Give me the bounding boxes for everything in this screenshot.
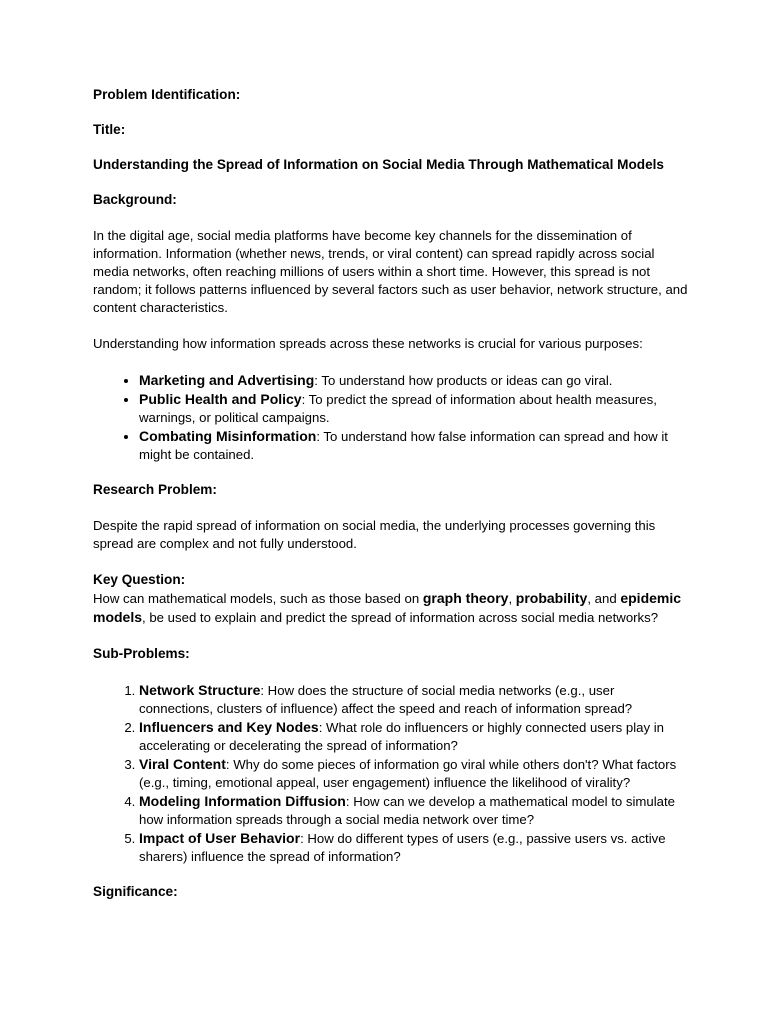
background-heading: Background:	[93, 192, 177, 207]
list-item	[139, 371, 688, 390]
list-item-text: : Why do some pieces of information go viral while others don't? What factors (e.g., timing, emotional appeal, user engagement) influence the likelihood of virality?	[139, 757, 677, 790]
list-item	[139, 755, 688, 792]
key-question-text: , be used to explain and predict the spread of information across social media networks?	[142, 610, 659, 625]
sub-problems-list	[93, 681, 688, 866]
title-heading: Title:	[93, 122, 126, 137]
list-item-term: Impact of User Behavior	[139, 830, 301, 846]
background-paragraph-2: Understanding how information spreads across these networks is crucial for various purposes:	[93, 336, 643, 351]
key-question-text: , and	[587, 591, 621, 606]
research-problem-paragraph: Despite the rapid spread of information on social media, the underlying processes governing this spread are complex and not fully understood.	[93, 518, 656, 551]
key-question-heading: Key Question:	[93, 572, 186, 587]
document-title: Understanding the Spread of Information on Social Media Through Mathematical Models	[93, 157, 664, 172]
document-page	[93, 86, 688, 901]
key-question-paragraph	[93, 589, 688, 627]
list-item	[139, 718, 688, 755]
key-question-text: ,	[508, 591, 516, 606]
list-item-term: Marketing and Advertising	[139, 372, 315, 388]
keyword-probability: probability	[515, 590, 588, 606]
list-item-term: Combating Misinformation	[139, 428, 317, 444]
list-item	[139, 681, 688, 718]
keyword-epidemic-models: epidemic models	[93, 590, 682, 625]
list-item	[139, 792, 688, 829]
list-item-text: : How do different types of users (e.g., passive users vs. active sharers) influence the spread of information?	[139, 831, 666, 864]
problem-identification-heading: Problem Identification:	[93, 87, 241, 102]
list-item-term: Public Health and Policy	[139, 391, 302, 407]
sub-problems-heading: Sub-Problems:	[93, 646, 190, 661]
list-item-text: : To understand how false information can spread and how it might be contained.	[139, 429, 668, 462]
list-item	[139, 427, 688, 464]
list-item-term: Viral Content	[139, 756, 226, 772]
list-item-text: : To predict the spread of information about health measures, warnings, or political campaigns.	[139, 392, 657, 425]
list-item-term: Modeling Information Diffusion	[139, 793, 346, 809]
keyword-graph-theory: graph theory	[422, 590, 509, 606]
list-item-text: : What role do influencers or highly connected users play in accelerating or decelerating the spread of information?	[139, 720, 664, 753]
list-item	[139, 390, 688, 427]
list-item	[139, 829, 688, 866]
list-item-text: : To understand how products or ideas can go viral.	[314, 373, 613, 388]
key-question-text: How can mathematical models, such as those based on	[93, 591, 423, 606]
purposes-list	[93, 371, 688, 464]
list-item-term: Influencers and Key Nodes	[139, 719, 319, 735]
background-paragraph-1: In the digital age, social media platforms have become key channels for the dissemination of information. Information (whether news, trends, or viral content) can spread rapidly across social media networks, often reaching millions of users within a short time. However, this spread is not random; it follows patterns influenced by several factors such as user behavior, network structure, and content characteristics.	[93, 228, 688, 315]
list-item-text: : How does the structure of social media networks (e.g., user connections, clusters of influence) affect the speed and reach of information spread?	[139, 683, 633, 716]
significance-heading: Significance:	[93, 884, 178, 899]
list-item-text: : How can we develop a mathematical model to simulate how information spreads through a social media network over time?	[139, 794, 675, 827]
research-problem-heading: Research Problem:	[93, 482, 217, 497]
list-item-term: Network Structure	[139, 682, 261, 698]
